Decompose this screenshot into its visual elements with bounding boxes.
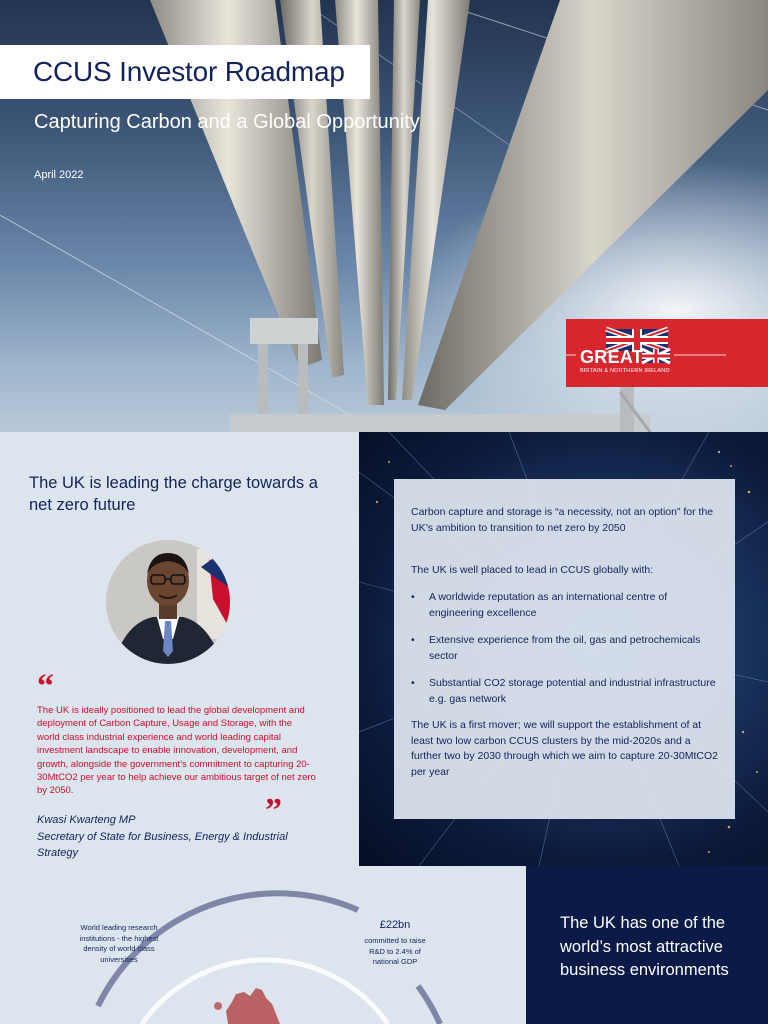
list-item: [411, 590, 721, 622]
research-stats-panel: [0, 866, 526, 1024]
rd-stat-text: committed to raise R&D to 2.4% of national GDP: [364, 936, 426, 967]
bullet-mark: •: [411, 634, 415, 646]
business-environment-panel: [526, 866, 768, 1024]
bullet-text: Extensive experience from the oil, gas and petrochemicals sector: [429, 634, 701, 662]
list-item: [411, 676, 721, 708]
title-box: [0, 45, 370, 99]
badge-word: GREAT: [580, 347, 644, 367]
badge-subtitle: BRITAIN & NORTHERN IRELAND: [580, 368, 670, 374]
document-subtitle: Capturing Carbon and a Global Opportunity: [34, 111, 420, 133]
quote-author: Kwasi Kwarteng MP: [37, 814, 136, 826]
bullet-mark: •: [411, 591, 415, 603]
ccus-info-box: [394, 479, 735, 819]
info-paragraph-well-placed: The UK is well placed to lead in CCUS globally with:: [411, 564, 654, 576]
rd-stat-amount: £22bn: [379, 919, 411, 931]
open-quote-mark: “: [37, 668, 54, 705]
info-paragraph-necessity: Carbon capture and storage is “a necessity, not an option” for the UK’s ambition to transition to net zero by 2050: [411, 506, 714, 534]
minister-quote: The UK is ideally positioned to lead the global development and deployment of Carbon Capture, Usage and Storage, with the world class industrial experience and world leading capital investment landscape to enable innovation, development, and growth, alongside the government’s commitment to capturing 20-30MtCO2 per year to help achieve our ambitious target of net zero by 2050.: [37, 705, 316, 797]
bullet-text: Substantial CO2 storage potential and industrial infrastructure e.g. gas network: [429, 677, 716, 705]
research-stat-text: World leading research institutions - the highest density of world class universities: [79, 923, 159, 964]
minister-portrait: [105, 539, 231, 665]
uk-map-icon: [226, 988, 280, 1024]
info-paragraph-first-mover: The UK is a first mover; we will support the establishment of at least two low carbon CCUS clusters by the mid-2020s and a further two by 2030 through which we aim to capture 20-30MtCO2 per year: [411, 719, 718, 778]
list-item: [411, 633, 721, 665]
leadership-heading: The UK is leading the charge towards a net zero future: [29, 474, 318, 514]
document-title: CCUS Investor Roadmap: [33, 56, 345, 87]
publication-date: April 2022: [34, 169, 84, 181]
bullet-text: A worldwide reputation as an international centre of engineering excellence: [429, 591, 668, 619]
quote-author-role: Secretary of State for Business, Energy & Industrial Strategy: [37, 831, 288, 859]
leadership-panel: [0, 432, 359, 866]
close-quote-mark: ”: [265, 792, 282, 829]
hero-banner: [0, 0, 768, 432]
bullet-mark: •: [411, 677, 415, 689]
business-heading: The UK has one of the world’s most attractive business environments: [560, 914, 729, 979]
great-britain-badge: [566, 319, 768, 387]
